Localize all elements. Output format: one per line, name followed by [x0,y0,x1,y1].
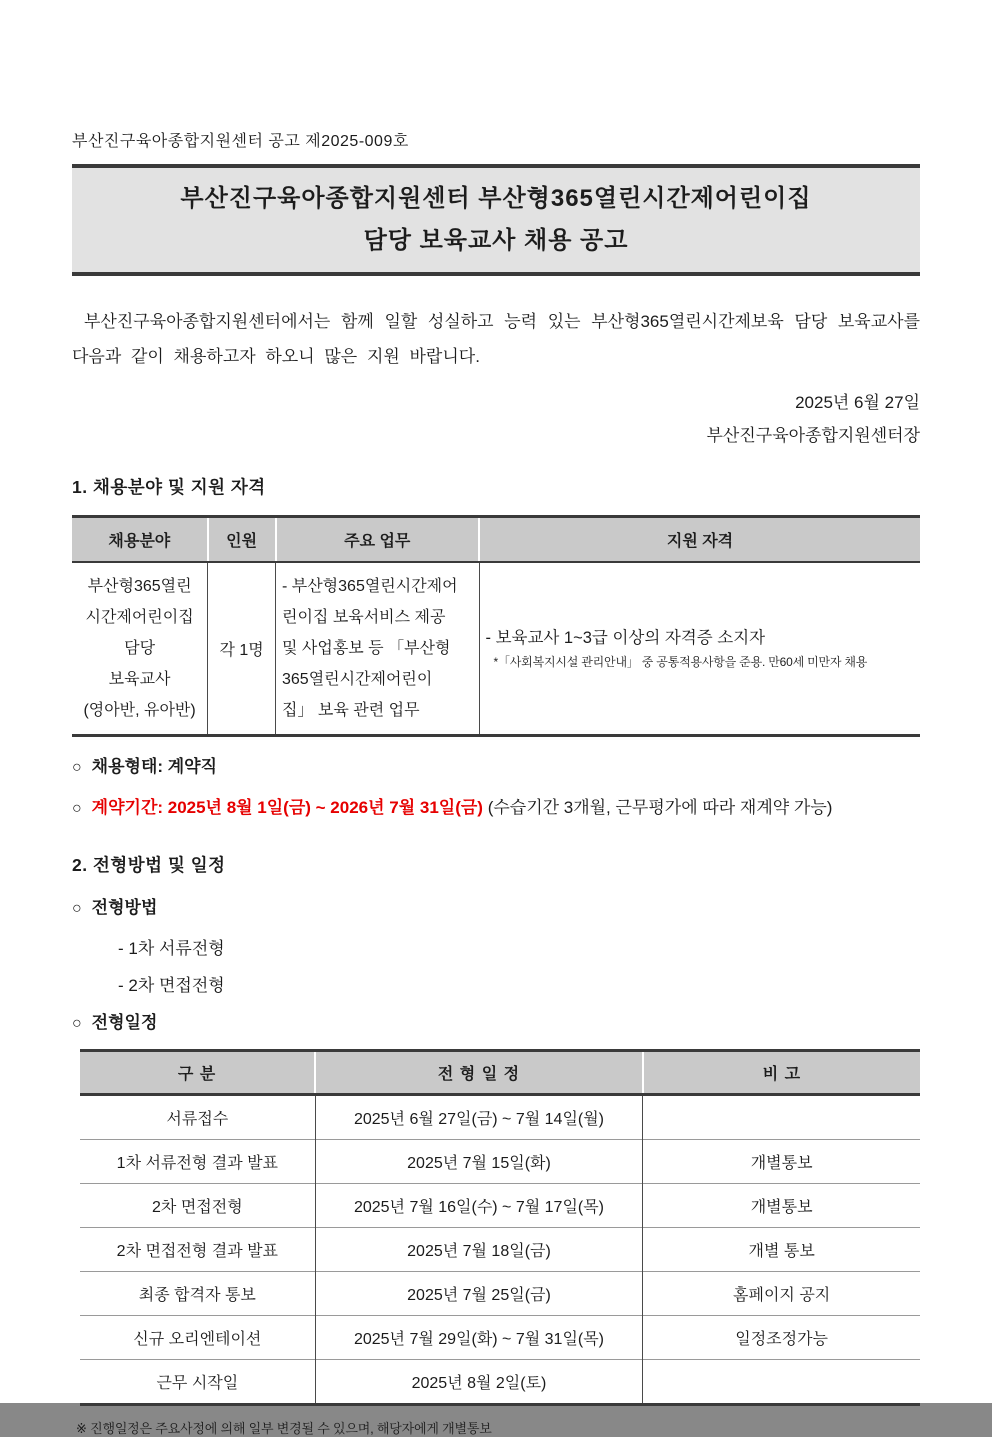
schedule-cell-schedule: 2025년 8월 2일(토) [315,1360,643,1405]
table-row [80,1095,920,1140]
recruit-cell-qualification [479,562,920,736]
schedule-cell-category: 서류접수 [166,1111,229,1128]
schedule-cell-note: 개별통보 [643,1140,920,1184]
schedule-cell-category: 2차 면접전형 [80,1184,315,1228]
method-item-2: - 2차 면접전형 [118,976,225,995]
schedule-cell-schedule: 2025년 7월 29일(화) ~ 7월 31일(목) [315,1316,643,1360]
schedule-cell-note [643,1095,920,1140]
contract-period-dates: 계약기간: 2025년 8월 1일(금) ~ 2026년 7월 31일(금) [91,798,483,817]
schedule-header-category: 구 분 [80,1051,315,1095]
schedule-cell-category: 1차 서류전형 결과 발표 [80,1140,315,1184]
table-row [80,1360,920,1405]
circle-bullet-icon: ○ [72,900,82,917]
schedule-table-header-row [80,1051,920,1095]
schedule-cell-schedule: 2025년 7월 18일(금) [315,1228,643,1272]
schedule-label-line [72,1008,920,1039]
schedule-cell-schedule: 2025년 7월 16일(수) ~ 7월 17일(목) [315,1184,643,1228]
recruit-cell-duties: - 부산형365열린시간제어 린이집 보육서비스 제공 및 사업홍보 등 「부산형 365열린시간제어린이 집」 보육 관련 업무 [276,562,480,736]
date-line: 2025년 6월 27일 [795,393,920,412]
schedule-cell-schedule: 2025년 7월 25일(금) [315,1272,643,1316]
schedule-cell-category: 근무 시작일 [80,1360,315,1405]
table-row [80,1184,920,1228]
qualification-note: *「사회복지시설 관리안내」 중 공통적용사항을 준용. 만60세 미만자 채용 [493,654,868,669]
recruit-header-duties: 주요 업무 [276,517,480,563]
qualification-main: - 보육교사 1~3급 이상의 자격증 소지자 [485,628,766,647]
schedule-label: 전형일정 [91,1013,158,1032]
method-label: 전형방법 [91,898,158,917]
schedule-cell-schedule: 2025년 6월 27일(금) ~ 7월 14일(월) [315,1095,643,1140]
table-row [80,1316,920,1360]
contract-period-suffix: (수습기간 3개월, 근무평가에 따라 재계약 가능) [487,798,833,817]
recruit-header-qualification: 지원 자격 [479,517,920,563]
schedule-table-wrap [80,1049,920,1406]
schedule-cell-note: 개별통보 [643,1184,920,1228]
schedule-header-note: 비 고 [643,1051,920,1095]
table-row [80,1272,920,1316]
method-label-line [72,893,920,924]
table-row [72,562,920,736]
section-1-heading: 1. 채용분야 및 지원 자격 [72,477,266,497]
recruit-table [72,515,920,737]
title-line-1: 부산진구육아종합지원센터 부산형365열린시간제어린이집 [180,185,812,212]
circle-bullet-icon: ○ [72,759,82,776]
schedule-cell-category: 최종 합격자 통보 [80,1272,315,1316]
circle-bullet-icon: ○ [72,800,82,817]
employment-type-text: 채용형태: 계약직 [91,757,218,776]
method-item-1: - 1차 서류전형 [118,939,225,958]
recruit-cell-field: 부산형365열린 시간제어린이집 담당 보육교사 (영아반, 유아반) [83,578,196,719]
table-row [80,1140,920,1184]
schedule-cell-note: 개별 통보 [643,1228,920,1272]
intro-paragraph: 부산진구육아종합지원센터에서는 함께 일할 성실하고 능력 있는 부산형365열린시간제보육 담당 보육교사를 다음과 같이 채용하고자 하오니 많은 지원 바랍니다. [72,312,920,366]
recruit-table-header-row [72,517,920,563]
contract-period-line [72,793,920,824]
schedule-cell-note: 일정조정가능 [643,1316,920,1360]
title-line-2: 담당 보육교사 채용 공고 [363,227,629,254]
schedule-table [80,1049,920,1406]
schedule-footnote: ※ 진행일정은 주요사정에 의해 일부 변경될 수 있으며, 해당자에게 개별통보 [76,1421,492,1436]
recruit-cell-headcount: 각 1명 [208,562,276,736]
schedule-header-schedule: 전 형 일 정 [315,1051,643,1095]
contract-period-text [92,793,833,823]
title-banner [72,164,920,276]
notice-number: 부산진구육아종합지원센터 공고 제2025-009호 [72,133,409,150]
section-2-heading: 2. 전형방법 및 일정 [72,855,226,875]
signature-line: 부산진구육아종합지원센터장 [706,426,920,445]
employment-type-line [72,752,920,783]
circle-bullet-icon: ○ [72,1015,82,1032]
table-row [80,1228,920,1272]
schedule-cell-note: 홈페이지 공지 [643,1272,920,1316]
recruit-header-field: 채용분야 [72,517,208,563]
recruit-header-headcount: 인원 [208,517,276,563]
schedule-cell-category: 신규 오리엔테이션 [80,1316,315,1360]
schedule-cell-category: 2차 면접전형 결과 발표 [80,1228,315,1272]
schedule-cell-note [643,1360,920,1405]
schedule-cell-schedule: 2025년 7월 15일(화) [315,1140,643,1184]
